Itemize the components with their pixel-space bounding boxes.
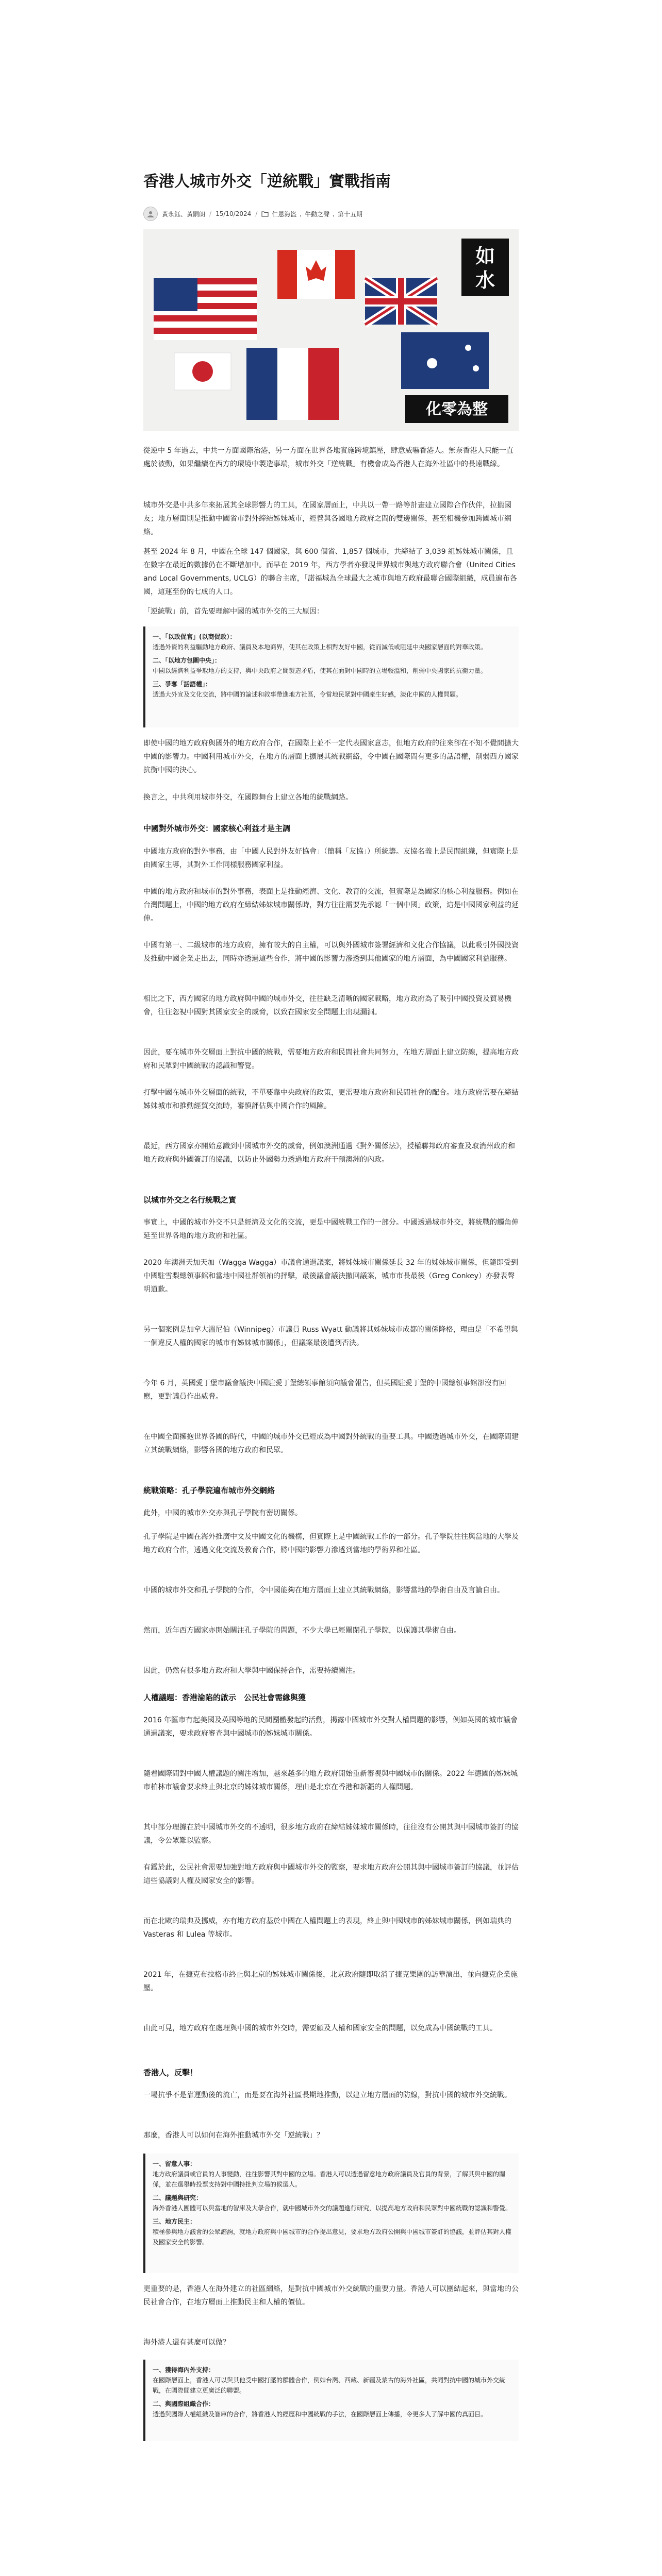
support-quote [143, 2360, 519, 2441]
paragraph: 而在北歐的瑞典及挪威，亦有地方政府基於中國在人權問題上的表現，終止與中國城市的姊妹城市關係，例如瑞典的 Vasteras 和 Lulea 等城市。 [143, 1917, 511, 1939]
paragraph: 那麼，香港人可以如何在海外推動城市外交「逆統戰」？ [143, 2131, 324, 2140]
section-heading: 香港人，反擊！ [143, 2068, 198, 2077]
section-heading: 以城市外交之名行統戰之實 [143, 1195, 237, 1205]
author-avatar [143, 207, 158, 221]
paragraph: 2016 年匯市有起美國及英國等地的民間團體發起的活動，揭露中國城市外交對人權問題的影響，例如英國的城市議會通過議案，要求政府審查與中國城市的姊妹城市關係。 [143, 1716, 518, 1738]
paragraph: 事實上，中國的城市外交不只是經濟及文化的交流，更是中國統戰工作的一部分。中國透過城市外交，將統戰的觸角伸延至世界各地的地方政府和社區。 [143, 1218, 519, 1240]
paragraph: 因此，仍然有很多地方政府和大學與中國保持合作，需要持續關注。 [143, 1667, 360, 1675]
paragraph: 中國的地方政府和城市的對外事務，表面上是推動經濟、文化、教育的交流，但實際是為國家的核心利益服務。例如在台灣問題上，中國的地方政府在締結姊妹城市關係時，對方往往需要先承認「一個中國」政策，這是中國國家利益的延伸。 [143, 888, 519, 923]
category-tag[interactable]: 仁恩海盜 [272, 210, 297, 218]
category-tag[interactable]: 牛動之聲 [305, 210, 330, 218]
paragraph: 中國有第一、二級城市的地方政府，擁有較大的自主權，可以與外國城市簽署經濟和文化合作協議，以此吸引外國投資及推動中國企業走出去，同時亦透過這些合作，將中國的影響力滲透到其他國家的地方層面，為中國國家利益服務。 [143, 941, 519, 963]
world-flags-illustration [143, 229, 519, 431]
paragraph: 從逆中 5 年過去，中共一方面國際治港，另一方面在世界各地實施跨境鎮壓，肆意威嚇香港人。無奈香港人只能一直處於被動，如果繼續在西方的環境中製造事端，城市外交「逆統戰」有機會成為香港人在海外社區中的長遠戰線。 [143, 447, 514, 468]
usa-flag-shape [154, 278, 257, 340]
canada-flag-shape [277, 250, 355, 299]
quote-text: 透過外資的利益驅動地方政府、議員及本地商界，使其在政策上相對友好中國，從而減低或阻延中央國家層面的對華政策。 [153, 643, 487, 651]
paragraph: 2020 年澳洲天加天加（Wagga Wagga）市議會通過議案，將姊妹城市關係延長 32 年的姊妹城市關係，但隨即受到中國駐雪梨總領事館和當地中國社群領袖的抨擊，最後議會議決撤回議案，城市市長最後（Greg Conkey）亦發表聲明道歉。 [143, 1259, 518, 1294]
paragraph: 海外港人還有甚麼可以做？ [143, 2338, 230, 2347]
quote-text: 在國際層面上，香港人可以與其他受中國打壓的群體合作，例如台灣、西藏、新疆及蒙古的海外社區，共同對抗中國的城市外交統戰，在國際間建立更廣泛的聯盟。 [153, 2377, 506, 2394]
paragraph: 有鑑於此，公民社會需要加強對地方政府與中國城市外交的監察，要求地方政府公開其與中國城市簽訂的協議，並評估這些協議對人權及國家安全的影響。 [143, 1863, 519, 1885]
meta-separator: / [255, 210, 258, 217]
hero-image [143, 229, 519, 431]
paragraph: 然而，近年西方國家亦開始關注孔子學院的問題，不少大學已經關閉孔子學院，以保護其學術自由。 [143, 1626, 461, 1635]
logo-text-2: 水 [475, 268, 495, 292]
paragraph: 2021 年，在捷克布拉格市終止與北京的姊妹城市關係後，北京政府隨即取消了捷克樂團的訪華演出，並向捷克企業施壓。 [143, 1971, 518, 1992]
article-title: 香港人城市外交「逆統戰」實戰指南 [143, 173, 391, 191]
france-flag-shape [246, 348, 339, 420]
principles-quote [143, 626, 519, 727]
australia-flag-shape [401, 332, 489, 389]
quote-heading: 一、留意人事： [153, 2160, 196, 2167]
quote-heading: 三、爭奪「話語權」： [153, 681, 212, 688]
quote-text: 透過大外宣及文化交流，將中國的論述和敘事帶進地方社區，令當地民眾對中國產生好感，淡化中國的人權問題。 [153, 691, 462, 698]
paragraph: 換言之，中共利用城市外交，在國際舞台上建立各地的統戰網路。 [143, 793, 353, 802]
section-heading: 人權議題：香港淪陷的啟示 公民社會需緣與獲 [143, 1693, 306, 1702]
japan-flag-shape [174, 353, 231, 390]
quote-text: 積極參與地方議會的公眾諮詢，就地方政府與中國城市的合作提出意見，要求地方政府公開與中國城市簽訂的協議，並評估其對人權及國家安全的影響。 [153, 2228, 512, 2246]
paragraph: 由此可見，地方政府在處理與中國的城市外交時，需要顧及人權和國家安全的問題，以免成為中國統戰的工具。 [143, 2024, 497, 2032]
quote-heading: 一、「以政促官」(以商促政）： [153, 633, 236, 640]
paragraph: 孔子學院是中國在海外推廣中文及中國文化的機構，但實際上是中國統戰工作的一部分。孔子學院往往與當地的大學及地方政府合作，透過文化交流及教育合作，將中國的影響力滲透到當地的學術界和社區。 [143, 1533, 519, 1554]
section-heading: 統戰策略：孔子學院遍布城市外交網絡 [143, 1486, 275, 1495]
paragraph: 因此，要在城市外交層面上對抗中國的統戰，需要地方政府和民間社會共同努力，在地方層面上建立防線，提高地方政府和民眾對中國統戰的認識和警覺。 [143, 1048, 519, 1070]
meta-separator: / [209, 210, 212, 217]
paragraph: 此外，中國的城市外交亦與孔子學院有密切關係。 [143, 1509, 302, 1517]
paragraph: 相比之下，西方國家的地方政府與中國的城市外交，往往缺乏清晰的國家戰略，地方政府為了吸引中國投資及貿易機會，往往忽視中國對其國家安全的威脅，以致在國家安全問題上出現漏洞。 [143, 995, 511, 1016]
quote-heading: 一、獲得海內外支持： [153, 2366, 215, 2374]
paragraph: 更重要的是，香港人在海外建立的社區網絡，是對抗中國城市外交統戰的重要力量。香港人可以團結起來，與當地的公民社會合作，在地方層面上推動民主和人權的價值。 [143, 2285, 519, 2307]
quote-text: 透過與國際人權組織及智庫的合作，將香港人的經歷和中國統戰的手法，在國際層面上傳播，令更多人了解中國的真面目。 [153, 2411, 487, 2418]
hero-caption: 化零為整 [426, 400, 488, 418]
quote-heading: 二、議題與研究： [153, 2194, 203, 2201]
paragraph: 隨着國際間對中國人權議題的關注增加，越來越多的地方政府開始重新審視與中國城市的關係。2022 年德國的姊妹城市柏林市議會要求終止與北京的姊妹城市關係，理由是北京在香港和新疆的人權問題。 [143, 1770, 518, 1791]
meta-separator: , [333, 210, 335, 217]
author-link[interactable]: 黃永鈺、黃嗣朗 [162, 210, 206, 218]
meta-separator: , [300, 210, 302, 217]
paragraph: 即使中國的地方政府與國外的地方政府合作，在國際上並不一定代表國家意志，但地方政府的往來卻在不知不覺間擴大中國的影響力。中國利用城市外交，在地方的層面上擴展其統戰網絡，令中國在國際間有更多的話語權，削弱西方國家抗衡中國的決心。 [143, 739, 519, 774]
paragraph: 「逆統戰」前，首先要理解中國的城市外交的三大原因： [143, 607, 324, 616]
section-heading: 中國對外城市外交：國家核心利益才是主調 [143, 824, 291, 833]
paragraph: 中國地方政府的對外事務，由「中國人民對外友好協會」（簡稱「友協」）所統籌。友協名義上是民間組織，但實際上是由國家主導，其對外工作同樣服務國家利益。 [143, 848, 519, 869]
paragraph: 甚至 2024 年 8 月，中國在全球 147 個國家，與 600 個省、1,857 個城市，共締結了 3,039 組姊妹城市關係，且在數字在最近的數據仍在不斷增加中。而早在 2019 年，西方學者亦發現世界城市與地方政府聯合會（United Cities and Local Governments, UCLG）的聯合主席，「諾福城為全球最大之城市與地方政府最聯合國際組織，成員遍布各國，這運至份的七成的人口。 [143, 548, 517, 596]
quote-heading: 二、「以地方包圍中央」： [153, 657, 221, 664]
quote-text: 海外香港人團體可以與當地的智庫及大學合作，就中國城市外交的議題進行研究，以提高地方政府和民眾對中國統戰的認識和警覺。 [153, 2205, 512, 2212]
quote-text: 地方政府議員或官員的人事變動，往往影響其對中國的立場。香港人可以透過留意地方政府議員及官員的背景，了解其與中國的關係，並在選舉時投票支持對中國持批判立場的候選人。 [153, 2171, 506, 2188]
paragraph: 最近，西方國家亦開始意識到中國城市外交的威脅，例如澳洲通過《對外關係法》，授權聯邦政府審查及取消州政府和地方政府與外國簽訂的協議，以防止外國勢力透過地方政府干預澳洲的內政。 [143, 1142, 515, 1164]
paragraph: 打擊中國在城市外交層面的統戰，不單要靠中央政府的政策，更需要地方政府和民間社會的配合。地方政府需要在締結姊妹城市和推動經貿交流時，審慎評估與中國合作的風險。 [143, 1089, 519, 1110]
user-icon [146, 210, 155, 218]
paragraph: 在中國全面擁抱世界各國的時代，中國的城市外交已經成為中國對外統戰的重要工具。中國透過城市外交，在國際間建立其統戰網絡，影響各國的地方政府和民眾。 [143, 1433, 519, 1454]
category-tag[interactable]: 第十五期 [337, 210, 362, 218]
paragraph: 另一個案例是加拿大溫尼伯（Winnipeg）市議員 Russ Wyatt 動議將其姊妹城市成都的關係降格，理由是「不希望與一個違反人權的國家的城市有姊妹城市關係」，但議案最後遭到否決。 [143, 1326, 518, 1347]
paragraph: 中國的城市外交和孔子學院的合作，令中國能夠在地方層面上建立其統戰網絡，影響當地的學術自由及言論自由。 [143, 1586, 504, 1595]
quote-text: 中國以經濟利益爭取地方的支持，與中央政府之間製造矛盾，使其在面對中國時的立場較溫和，削弱中央國家的抗衡力量。 [153, 667, 487, 674]
logo-text-1: 如 [475, 244, 495, 267]
paragraph: 城市外交是中共多年來拓展其全球影響力的工具，在國家層面上，中共以一帶一路等計畫建立國際合作伙伴，拉攏國友；地方層面則是推動中國省市對外締結姊妹城市，經營與各國地方政府之間的雙邊關係，甚至相機參加跨國城市網絡。 [143, 501, 511, 536]
paragraph: 其中部分理據在於中國城市外交的不透明，很多地方政府在締結姊妹城市關係時，往往沒有公開其與中國城市簽訂的協議，令公眾難以監察。 [143, 1823, 519, 1845]
article-meta [143, 206, 519, 222]
publish-date: 15/10/2024 [216, 210, 252, 217]
uk-flag-shape [365, 278, 437, 325]
actions-quote [143, 2154, 519, 2273]
paragraph: 一場抗爭不是靠運動後的流亡，而是要在海外社區長期地推動，以建立地方層面的防線，對抗中國的城市外交統戰。 [143, 2091, 511, 2099]
quote-heading: 二、與國際組織合作： [153, 2400, 215, 2408]
folder-icon [261, 210, 269, 217]
quote-heading: 三、地方民主： [153, 2218, 196, 2225]
paragraph: 今年 6 月，英國愛丁堡市議會議決中國駐愛丁堡總領事館須向議會報告，但英國駐愛丁堡的中國總領事館卻沒有回應，更對議員作出威脅。 [143, 1379, 506, 1401]
